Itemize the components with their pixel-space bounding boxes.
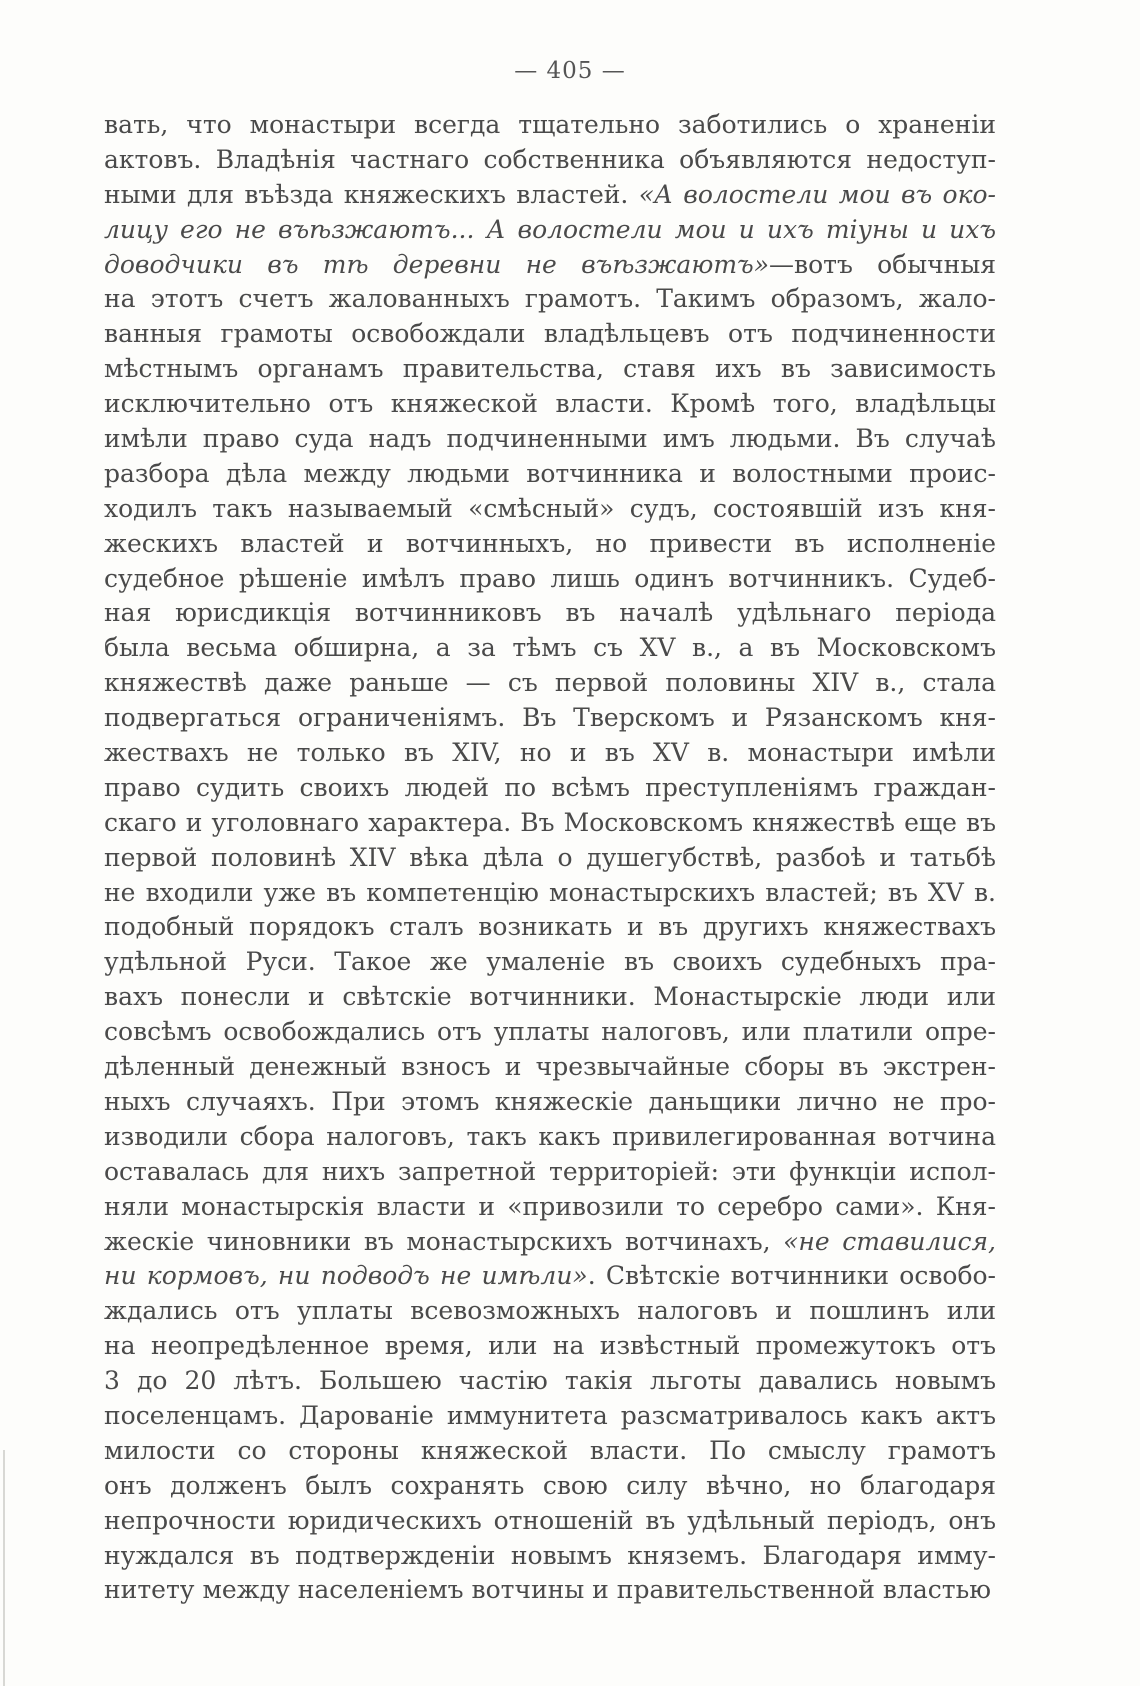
text-segment: скаго и уголовнаго характера. Въ Московскомъ княжествѣ еще въ [104,807,996,837]
text-line [104,1225,996,1260]
text-line [104,841,996,876]
text-segment: дѣленный денежный взносъ и чрезвычайные сборы въ экстрен- [104,1052,996,1082]
quoted-text: «А волостели мои въ око- [638,179,996,209]
text-line [104,1504,996,1539]
text-line [104,1434,996,1469]
text-segment: мѣстнымъ органамъ правительства, ставя ихъ въ зависимость [104,354,996,384]
text-line [104,806,996,841]
text-segment: непрочности юридическихъ отношеній въ удѣльный періодъ, онъ [104,1505,996,1535]
text-line [104,387,996,422]
text-segment: жескіе чиновники въ монастырскихъ вотчинахъ, [104,1226,784,1256]
text-line [104,562,996,597]
text-segment: ванныя грамоты освобождали владѣльцевъ отъ подчиненности [104,319,996,349]
text-segment: нитету между населеніемъ вотчины и правительственной властью [104,1575,991,1605]
quoted-text: лицу его не въѣзжаютъ... А волостели мои и ихъ тіуны и ихъ [104,214,996,244]
text-segment: ными для въѣзда княжескихъ властей. [104,179,639,209]
text-line [104,1539,996,1574]
text-line [104,352,996,387]
text-segment: ная юрисдикція вотчинниковъ въ началѣ удѣльнаго періода [104,598,996,628]
text-line [104,492,996,527]
margin-rule [3,1450,5,1686]
text-line [104,876,996,911]
text-line [104,980,996,1015]
text-segment: вахъ понесли и свѣтскіе вотчинники. Монастырскіе люди или [104,982,996,1012]
text-segment: нуждался въ подтвержденіи новымъ княземъ. Благодаря имму- [104,1540,996,1570]
text-line [104,1259,996,1294]
text-line [104,1190,996,1225]
text-line [104,108,996,143]
text-segment: 3 до 20 лѣтъ. Большею частію такія льготы давались новымъ [104,1366,996,1396]
text-line [104,1329,996,1364]
quoted-text: ни кормовъ, ни подводъ не имѣли» [104,1261,588,1291]
text-segment: была весьма обширна, а за тѣмъ съ XV в., а въ Московскомъ [104,633,996,663]
text-line [104,1573,996,1608]
text-segment: —вотъ обычныя [769,249,996,279]
text-line [104,1364,996,1399]
text-segment: няли монастырскія власти и «привозили то серебро сами». Кня- [104,1191,996,1221]
text-line [104,1085,996,1120]
text-line [104,945,996,980]
text-segment: княжествѣ даже раньше — съ первой половины XIV в., стала [104,668,996,698]
text-segment: актовъ. Владѣнія частнаго собственника объявляются недоступ- [104,144,996,174]
text-line [104,143,996,178]
text-segment: удѣльной Руси. Такое же умаленіе въ своихъ судебныхъ пра- [104,947,996,977]
text-line [104,596,996,631]
text-segment: изводили сбора налоговъ, такъ какъ привилегированная вотчина [104,1121,996,1151]
text-line [104,317,996,352]
text-segment: первой половинѣ XIV вѣка дѣла о душегубствѣ, разбоѣ и татьбѣ [104,842,996,872]
text-segment: разбора дѣла между людьми вотчинника и волостными проис- [104,458,996,488]
text-segment: подобный порядокъ сталъ возникать и въ другихъ княжествахъ [104,912,996,942]
text-line [104,736,996,771]
text-segment: ждались отъ уплаты всевозможныхъ налоговъ и пошлинъ или [104,1296,996,1326]
text-segment: ныхъ случаяхъ. При этомъ княжескіе даньщики лично не про- [104,1086,996,1116]
text-line [104,422,996,457]
text-segment: подвергаться ограниченіямъ. Въ Тверскомъ и Рязанскомъ кня- [104,703,996,733]
page-number: — 405 — [514,58,626,84]
text-line [104,1050,996,1085]
text-segment: поселенцамъ. Дарованіе иммунитета разсматривалось какъ актъ [104,1400,996,1430]
text-segment: онъ долженъ былъ сохранять свою силу вѣчно, но благодаря [104,1470,996,1500]
text-segment: не входили уже въ компетенцію монастырскихъ властей; въ XV в. [104,877,996,907]
text-line [104,527,996,562]
text-line [104,701,996,736]
text-segment: имѣли право суда надъ подчиненными имъ людьми. Въ случаѣ [104,424,996,454]
body-text [104,108,996,1608]
text-segment: судебное рѣшеніе имѣлъ право лишь одинъ вотчинникъ. Судеб- [104,563,996,593]
text-line [104,631,996,666]
text-line [104,1469,996,1504]
text-line [104,282,996,317]
text-line [104,1155,996,1190]
text-segment: жескихъ властей и вотчинныхъ, но привести въ исполненіе [104,528,996,558]
text-line [104,248,996,283]
text-line [104,1120,996,1155]
text-segment: милости со стороны княжеской власти. По смыслу грамотъ [104,1435,996,1465]
text-line [104,910,996,945]
quoted-text: доводчики въ тѣ деревни не въѣзжаютъ» [104,249,770,279]
text-segment: . Свѣтскіе вотчинники освобо- [587,1261,996,1291]
text-segment: совсѣмъ освобождались отъ уплаты налоговъ, или платили опре- [104,1017,996,1047]
text-line [104,1294,996,1329]
text-segment: вать, что монастыри всегда тщательно заботились о храненіи [104,110,996,139]
text-segment: исключительно отъ княжеской власти. Кромѣ того, владѣльцы [104,389,996,419]
text-line [104,213,996,248]
text-segment: на неопредѣленное время, или на извѣстный промежутокъ отъ [104,1331,996,1361]
text-segment: на этотъ счетъ жалованныхъ грамотъ. Такимъ образомъ, жало- [104,284,996,314]
text-segment: оставалась для нихъ запретной территоріей: эти функціи испол- [104,1156,996,1186]
text-line [104,1015,996,1050]
text-segment: право судить своихъ людей по всѣмъ преступленіямъ граждан- [104,772,996,802]
text-segment: ходилъ такъ называемый «смѣсный» судъ, состоявшій изъ кня- [104,493,996,523]
text-line [104,457,996,492]
text-line [104,666,996,701]
text-line [104,1399,996,1434]
text-segment: жествахъ не только въ XIV, но и въ XV в. монастыри имѣли [104,738,996,768]
quoted-text: «не ставилися, [783,1226,996,1256]
text-line [104,178,996,213]
text-line [104,771,996,806]
